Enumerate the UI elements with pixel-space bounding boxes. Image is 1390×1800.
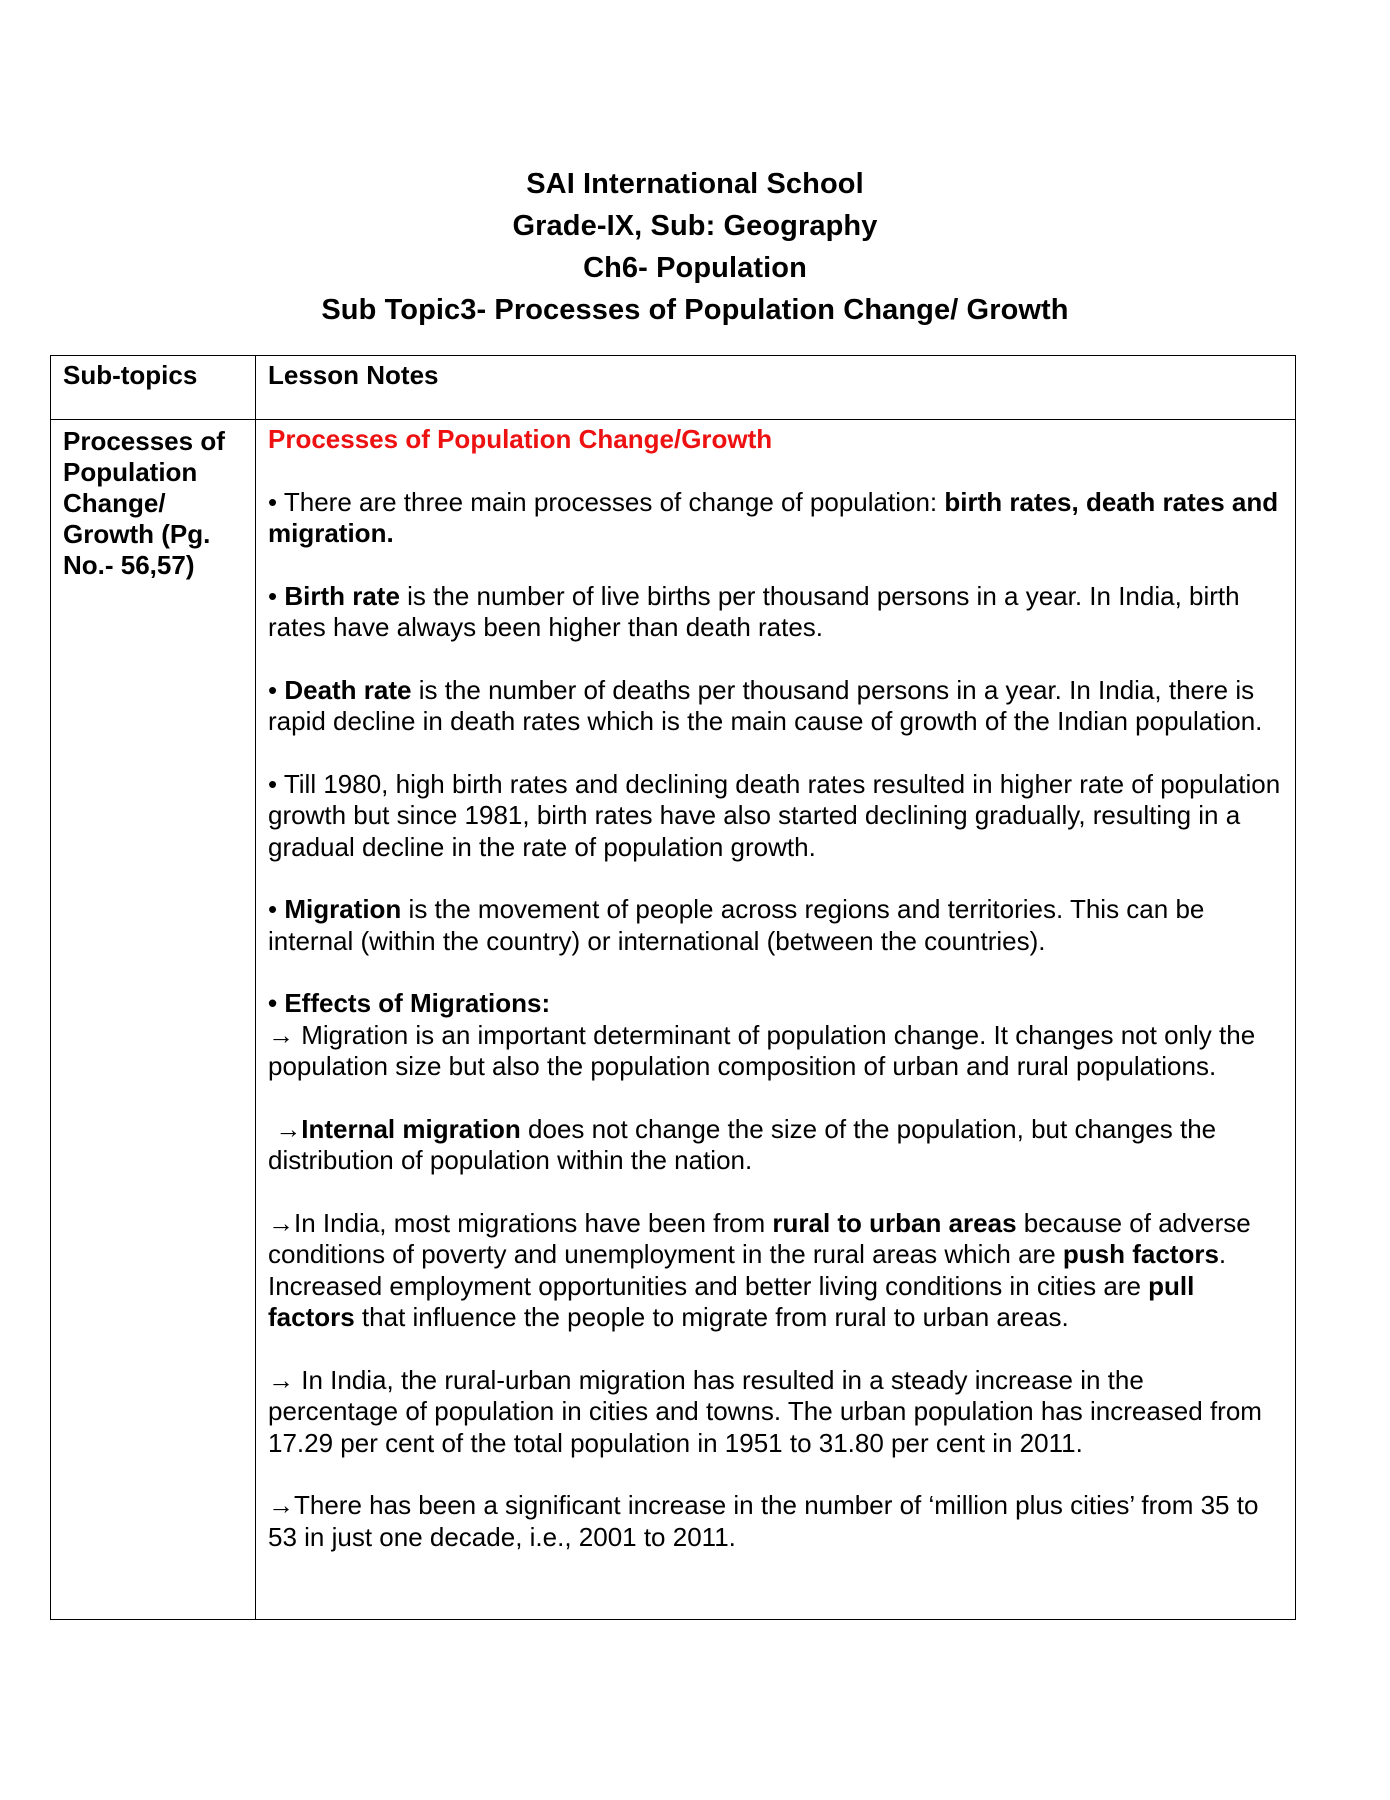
notes-paragraph-till-1980: • Till 1980, high birth rates and declining death rates resulted in higher rate of population growth but since 1981, birth rates have also started declining gradually, resulting in a gradual decline in the rate of population growth. <box>268 768 1281 862</box>
school-name: SAI International School <box>526 168 864 200</box>
notes-paragraph-processes: • There are three main processes of change of population: birth rates, death rates and migration. <box>268 486 1279 548</box>
notes-title <box>268 424 1281 456</box>
notes-paragraph-urban-increase: → In India, the rural-urban migration has resulted in a steady increase in the percentage of population in cities and towns. The urban population has increased from 17.29 per cent of the total population in 1951 to 31.80 per cent in 2011. <box>268 1364 1262 1458</box>
pull-factors-term: pull factors <box>268 1270 1195 1332</box>
grade-subject: Grade-IX, Sub: Geography <box>512 210 878 242</box>
document-header <box>0 163 1390 331</box>
lesson-notes-cell <box>256 420 1296 1620</box>
column-header-subtopics: Sub-topics <box>51 356 256 420</box>
subtopic-title: Sub Topic3- Processes of Population Change/ Growth <box>321 294 1069 326</box>
table-header-row <box>51 356 1296 420</box>
subtopic-cell: Processes of Population Change/ Growth (Pg. No.- 56,57) <box>51 420 256 1620</box>
notes-paragraph-million-cities: →There has been a significant increase in the number of ‘million plus cities’ from 35 to 53 in just one decade, i.e., 2001 to 2011. <box>268 1490 1259 1552</box>
column-header-lesson-notes: Lesson Notes <box>256 356 1296 420</box>
notes-paragraph-birth-rate: • Birth rate is the number of live births per thousand persons in a year. In India, birth rates have always been higher than death rates. <box>268 580 1240 642</box>
notes-paragraph-death-rate: • Death rate is the number of deaths per thousand persons in a year. In India, there is rapid decline in death rates which is the main cause of growth of the Indian population. <box>268 674 1263 736</box>
processes-bold: birth rates, death rates and migration. <box>268 486 1279 548</box>
lesson-notes-table <box>50 355 1296 1620</box>
internal-migration-term: Internal migration <box>301 1113 521 1144</box>
push-factors-term: push factors <box>1062 1239 1219 1269</box>
table-row <box>51 420 1296 1620</box>
birth-rate-term: Birth rate <box>284 580 400 611</box>
death-rate-term: Death rate <box>284 674 412 705</box>
notes-paragraph-migration: • Migration is the movement of people across regions and territories. This can be internal (within the country) or international (between the countries). <box>268 894 1205 956</box>
notes-title-text: Processes of Population Change/Growth <box>268 424 773 454</box>
effects-heading: • Effects of Migrations: <box>268 988 551 1018</box>
migration-term: Migration <box>284 894 402 924</box>
notes-paragraph-internal-migration: →Internal migration does not change the size of the population, but changes the distribution of population within the nation. <box>268 1113 1217 1175</box>
rural-urban-term: rural to urban areas <box>772 1207 1017 1238</box>
notes-paragraph-rural-urban: →In India, most migrations have been from rural to urban areas because of adverse conditions of poverty and unemployment in the rural areas which are push factors. Increased employment opportunities and better living conditions in cities are pull factors that influence the people to migrate from rural to urban areas. <box>268 1207 1251 1332</box>
notes-paragraph-effects: • Effects of Migrations: → Migration is an important determinant of population change. It changes not only the population size but also the population composition of urban and rural populations. <box>268 988 1256 1081</box>
chapter-title: Ch6- Population <box>583 252 807 284</box>
